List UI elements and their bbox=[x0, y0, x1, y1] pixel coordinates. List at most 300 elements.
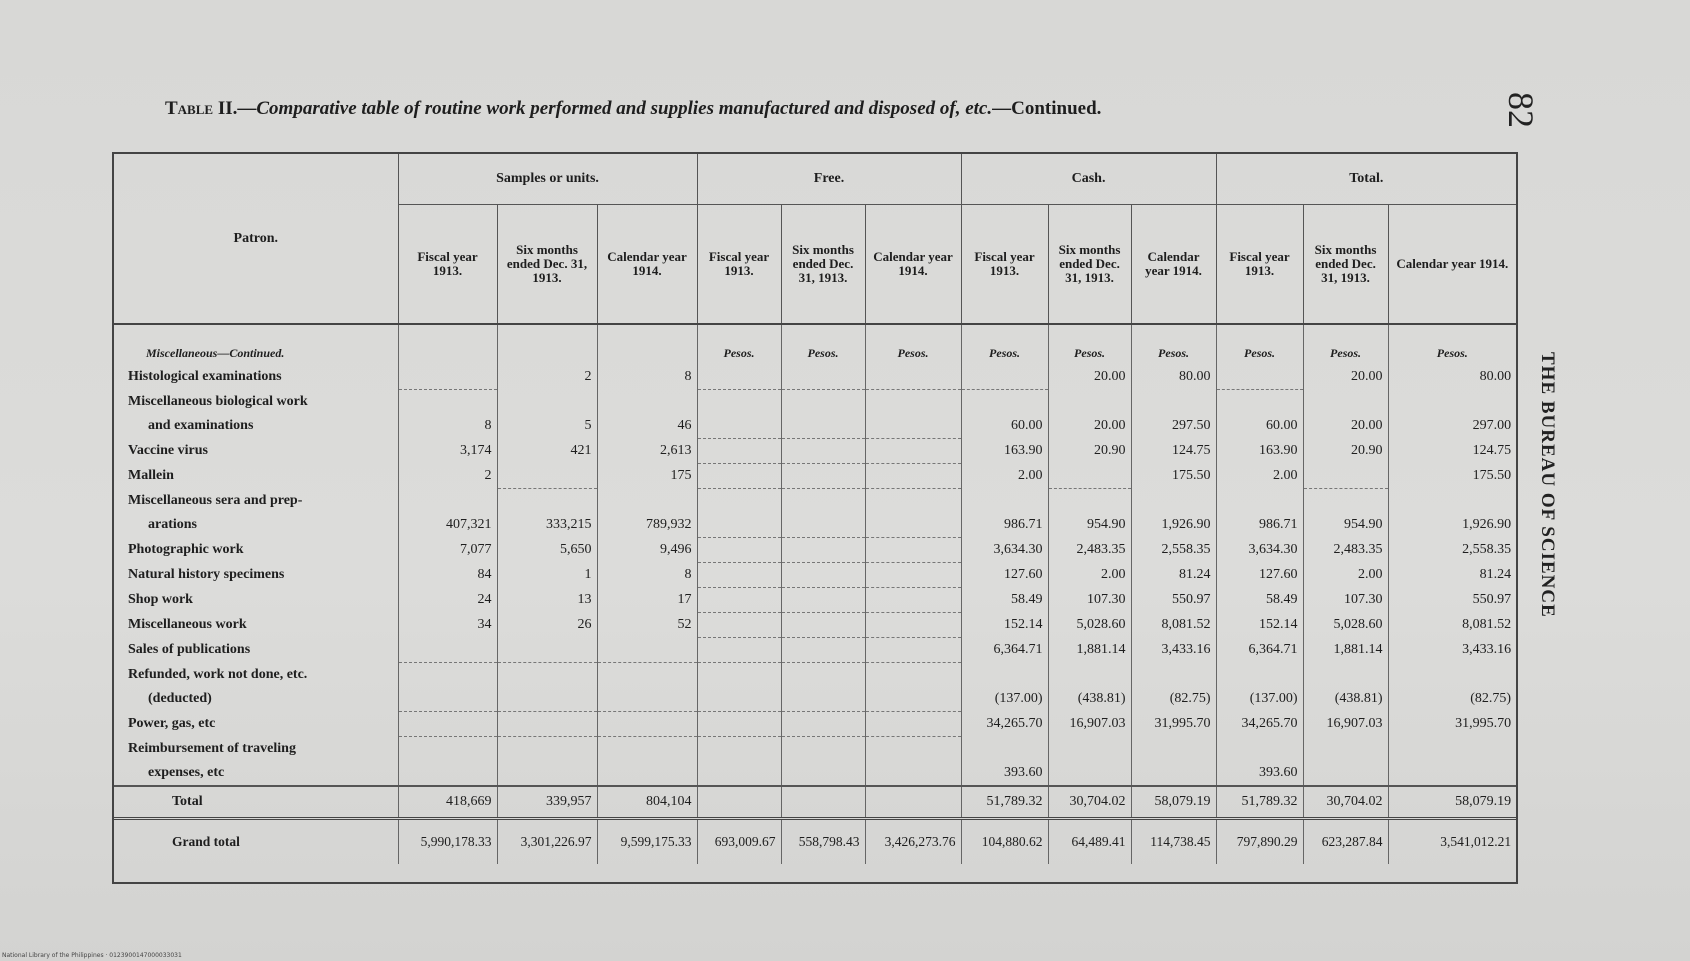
patron-header: Patron. bbox=[114, 154, 398, 324]
row-label: and examinations bbox=[148, 418, 254, 433]
subheader-six-months: Six months ended Dec. 31, 1913. bbox=[781, 205, 865, 325]
cell-total: 986.71 bbox=[1216, 513, 1303, 538]
cell-cash: 986.71 bbox=[961, 513, 1048, 538]
cell-samples: 46 bbox=[597, 414, 697, 439]
cell-samples: 2 bbox=[497, 365, 597, 390]
cell-total: 107.30 bbox=[1303, 588, 1388, 613]
cell-cash: 550.97 bbox=[1131, 588, 1216, 613]
cell-cash: 152.14 bbox=[961, 613, 1048, 638]
cell-samples: 333,215 bbox=[497, 513, 597, 538]
cell-free: 3,426,273.76 bbox=[865, 819, 961, 865]
cell-samples bbox=[597, 638, 697, 663]
caption-dash: — bbox=[237, 98, 257, 119]
cell-samples: 9,496 bbox=[597, 538, 697, 563]
cell-samples: 418,669 bbox=[398, 786, 497, 819]
cell-free bbox=[781, 538, 865, 563]
cell-cash: 114,738.45 bbox=[1131, 819, 1216, 865]
empty-cell bbox=[597, 737, 697, 762]
cell-free bbox=[781, 513, 865, 538]
empty-cell bbox=[1131, 489, 1216, 514]
cell-cash: 60.00 bbox=[961, 414, 1048, 439]
cell-total: 8,081.52 bbox=[1388, 613, 1516, 638]
page-number: 82 bbox=[1501, 92, 1541, 128]
cell-free bbox=[697, 613, 781, 638]
cell-samples: 1 bbox=[497, 563, 597, 588]
cell-cash: 30,704.02 bbox=[1048, 786, 1131, 819]
empty-cell bbox=[1388, 489, 1516, 514]
empty-cell bbox=[398, 390, 497, 415]
cell-total: 2.00 bbox=[1303, 563, 1388, 588]
cell-cash: 6,364.71 bbox=[961, 638, 1048, 663]
cell-free bbox=[781, 687, 865, 712]
cell-free bbox=[781, 786, 865, 819]
cell-total: 623,287.84 bbox=[1303, 819, 1388, 865]
table-row bbox=[114, 588, 1516, 613]
cell-total: 3,541,012.21 bbox=[1388, 819, 1516, 865]
cell-samples bbox=[398, 687, 497, 712]
row-label: Refunded, work not done, etc. bbox=[128, 666, 308, 682]
empty-cell bbox=[1388, 663, 1516, 688]
empty-cell bbox=[697, 737, 781, 762]
cell-free bbox=[697, 588, 781, 613]
subheader-calendar: Calendar year 1914. bbox=[865, 205, 961, 325]
empty-cell bbox=[1216, 663, 1303, 688]
subheader-calendar: Calendar year 1914. bbox=[1131, 205, 1216, 325]
cell-total: 550.97 bbox=[1388, 588, 1516, 613]
group-header-row bbox=[114, 154, 1516, 205]
cell-total: 797,890.29 bbox=[1216, 819, 1303, 865]
subheader-fiscal: Fiscal year 1913. bbox=[697, 205, 781, 325]
cell-free bbox=[781, 365, 865, 390]
cell-cash: 5,028.60 bbox=[1048, 613, 1131, 638]
cell-cash: 107.30 bbox=[1048, 588, 1131, 613]
empty-cell bbox=[1216, 737, 1303, 762]
cell-samples: 26 bbox=[497, 613, 597, 638]
cell-cash: 2.00 bbox=[961, 464, 1048, 489]
cell-samples: 421 bbox=[497, 439, 597, 464]
cell-cash: 81.24 bbox=[1131, 563, 1216, 588]
cell-total: 5,028.60 bbox=[1303, 613, 1388, 638]
cell-samples: 8 bbox=[597, 365, 697, 390]
cell-samples: 5,650 bbox=[497, 538, 597, 563]
empty-cell bbox=[1303, 737, 1388, 762]
unit-label: Pesos. bbox=[1048, 324, 1131, 365]
cell-total: 20.90 bbox=[1303, 439, 1388, 464]
empty-cell bbox=[1048, 663, 1131, 688]
cell-samples: 34 bbox=[398, 613, 497, 638]
empty-cell bbox=[597, 489, 697, 514]
cell-cash: 393.60 bbox=[961, 761, 1048, 786]
table-row bbox=[114, 414, 1516, 439]
row-label: Vaccine virus bbox=[128, 442, 208, 458]
cell-cash: 64,489.41 bbox=[1048, 819, 1131, 865]
cell-samples: 789,932 bbox=[597, 513, 697, 538]
cell-free bbox=[865, 414, 961, 439]
cell-samples: 8 bbox=[597, 563, 697, 588]
section-unit-row bbox=[114, 324, 1516, 365]
row-label: Shop work bbox=[128, 591, 193, 607]
empty-cell bbox=[597, 390, 697, 415]
cell-samples bbox=[597, 761, 697, 786]
table-row bbox=[114, 761, 1516, 786]
cell-cash: 20.00 bbox=[1048, 414, 1131, 439]
cell-total: 81.24 bbox=[1388, 563, 1516, 588]
cell-cash: (438.81) bbox=[1048, 687, 1131, 712]
cell-cash: 2,483.35 bbox=[1048, 538, 1131, 563]
empty-cell bbox=[1131, 663, 1216, 688]
empty-cell bbox=[1303, 663, 1388, 688]
cell-samples: 52 bbox=[597, 613, 697, 638]
cell-samples: 407,321 bbox=[398, 513, 497, 538]
cell-cash: 1,881.14 bbox=[1048, 638, 1131, 663]
cell-total: 34,265.70 bbox=[1216, 712, 1303, 737]
empty-cell bbox=[597, 663, 697, 688]
cell-free bbox=[865, 563, 961, 588]
cell-free bbox=[697, 365, 781, 390]
cell-free bbox=[865, 638, 961, 663]
cell-total bbox=[1303, 761, 1388, 786]
empty-cell bbox=[398, 737, 497, 762]
unit-label: Pesos. bbox=[1388, 324, 1516, 365]
cell-total: 163.90 bbox=[1216, 439, 1303, 464]
cell-samples: 5,990,178.33 bbox=[398, 819, 497, 865]
cell-samples bbox=[497, 712, 597, 737]
empty-cell bbox=[1303, 390, 1388, 415]
cell-total: (137.00) bbox=[1216, 687, 1303, 712]
table-caption bbox=[165, 98, 1101, 120]
cell-samples: 2 bbox=[398, 464, 497, 489]
table-row bbox=[114, 613, 1516, 638]
cell-free bbox=[865, 613, 961, 638]
section-label: Miscellaneous—Continued. bbox=[146, 346, 285, 360]
cell-cash: 8,081.52 bbox=[1131, 613, 1216, 638]
cell-total: 954.90 bbox=[1303, 513, 1388, 538]
empty-cell bbox=[1216, 390, 1303, 415]
empty-cell bbox=[1303, 489, 1388, 514]
cell-total: (82.75) bbox=[1388, 687, 1516, 712]
cell-cash: 124.75 bbox=[1131, 439, 1216, 464]
row-label: arations bbox=[148, 517, 197, 532]
comparative-table-frame bbox=[112, 152, 1518, 884]
cell-cash bbox=[1048, 761, 1131, 786]
cell-free bbox=[697, 414, 781, 439]
table-row bbox=[114, 464, 1516, 489]
comparative-table bbox=[114, 154, 1516, 864]
cell-total: 20.00 bbox=[1303, 414, 1388, 439]
empty-cell bbox=[497, 663, 597, 688]
table-row bbox=[114, 687, 1516, 712]
cell-samples bbox=[497, 687, 597, 712]
cell-total: 80.00 bbox=[1388, 365, 1516, 390]
cell-free bbox=[865, 687, 961, 712]
cell-cash: 80.00 bbox=[1131, 365, 1216, 390]
empty-cell bbox=[865, 489, 961, 514]
cell-free bbox=[781, 638, 865, 663]
cell-total: 6,364.71 bbox=[1216, 638, 1303, 663]
row-label: Natural history specimens bbox=[128, 566, 285, 582]
row-label: Miscellaneous work bbox=[128, 616, 247, 632]
cell-samples bbox=[497, 761, 597, 786]
cell-free bbox=[697, 538, 781, 563]
cell-samples: 84 bbox=[398, 563, 497, 588]
table-row bbox=[114, 365, 1516, 390]
row-label: Miscellaneous sera and prep- bbox=[128, 492, 303, 508]
group-header-total: Total. bbox=[1216, 154, 1516, 205]
subheader-calendar: Calendar year 1914. bbox=[597, 205, 697, 325]
cell-total: 175.50 bbox=[1388, 464, 1516, 489]
cell-cash: 175.50 bbox=[1131, 464, 1216, 489]
cell-samples bbox=[398, 365, 497, 390]
cell-samples: 3,301,226.97 bbox=[497, 819, 597, 865]
cell-cash: 16,907.03 bbox=[1048, 712, 1131, 737]
empty-cell bbox=[1131, 390, 1216, 415]
caption-description: Comparative table of routine work performed and supplies manufactured and disposed of, etc. bbox=[256, 98, 993, 119]
cell-free bbox=[781, 712, 865, 737]
cell-cash: 20.90 bbox=[1048, 439, 1131, 464]
table-row-label-line bbox=[114, 390, 1516, 415]
row-label: expenses, etc bbox=[148, 765, 225, 780]
cell-total: 30,704.02 bbox=[1303, 786, 1388, 819]
cell-free bbox=[697, 638, 781, 663]
cell-cash bbox=[1048, 464, 1131, 489]
empty-cell bbox=[865, 737, 961, 762]
cell-cash bbox=[961, 365, 1048, 390]
table-row bbox=[114, 439, 1516, 464]
empty-cell bbox=[961, 663, 1048, 688]
cell-cash: 954.90 bbox=[1048, 513, 1131, 538]
cell-cash: (82.75) bbox=[1131, 687, 1216, 712]
empty-cell bbox=[961, 390, 1048, 415]
cell-total: 1,926.90 bbox=[1388, 513, 1516, 538]
cell-total: 2,558.35 bbox=[1388, 538, 1516, 563]
cell-total: 60.00 bbox=[1216, 414, 1303, 439]
cell-free: 693,009.67 bbox=[697, 819, 781, 865]
unit-label: Pesos. bbox=[1303, 324, 1388, 365]
empty-cell bbox=[961, 737, 1048, 762]
empty-cell bbox=[398, 489, 497, 514]
empty-cell bbox=[697, 489, 781, 514]
empty-cell bbox=[1216, 489, 1303, 514]
subheader-calendar: Calendar year 1914. bbox=[1388, 205, 1516, 325]
group-header-cash: Cash. bbox=[961, 154, 1216, 205]
subheader-fiscal: Fiscal year 1913. bbox=[398, 205, 497, 325]
subheader-six-months: Six months ended Dec. 31, 1913. bbox=[497, 205, 597, 325]
empty-cell bbox=[597, 324, 697, 365]
cell-free: 558,798.43 bbox=[781, 819, 865, 865]
empty-cell bbox=[1131, 737, 1216, 762]
cell-samples: 7,077 bbox=[398, 538, 497, 563]
unit-label: Pesos. bbox=[865, 324, 961, 365]
group-header-free: Free. bbox=[697, 154, 961, 205]
cell-free bbox=[865, 712, 961, 737]
cell-free bbox=[697, 687, 781, 712]
row-label: Sales of publications bbox=[128, 641, 251, 657]
cell-samples: 8 bbox=[398, 414, 497, 439]
cell-cash: 58.49 bbox=[961, 588, 1048, 613]
cell-total: 16,907.03 bbox=[1303, 712, 1388, 737]
cell-free bbox=[865, 588, 961, 613]
cell-samples: 5 bbox=[497, 414, 597, 439]
unit-label: Pesos. bbox=[697, 324, 781, 365]
subheader-six-months: Six months ended Dec. 31, 1913. bbox=[1303, 205, 1388, 325]
cell-samples: 3,174 bbox=[398, 439, 497, 464]
cell-samples: 9,599,175.33 bbox=[597, 819, 697, 865]
empty-cell bbox=[497, 390, 597, 415]
empty-cell bbox=[781, 663, 865, 688]
empty-cell bbox=[781, 390, 865, 415]
empty-cell bbox=[865, 663, 961, 688]
row-label: Histological examinations bbox=[128, 369, 282, 384]
cell-total: 393.60 bbox=[1216, 761, 1303, 786]
row-label: Total bbox=[114, 786, 398, 819]
cell-free bbox=[781, 439, 865, 464]
cell-samples: 24 bbox=[398, 588, 497, 613]
footer-note: National Library of the Philippines · 0123900147000033031 bbox=[2, 952, 182, 959]
row-label: Reimbursement of traveling bbox=[128, 740, 296, 756]
empty-cell bbox=[1048, 489, 1131, 514]
cell-cash: 58,079.19 bbox=[1131, 786, 1216, 819]
cell-free bbox=[865, 761, 961, 786]
cell-free bbox=[697, 563, 781, 588]
empty-cell bbox=[961, 489, 1048, 514]
unit-label: Pesos. bbox=[1216, 324, 1303, 365]
cell-cash: 104,880.62 bbox=[961, 819, 1048, 865]
subheader-fiscal: Fiscal year 1913. bbox=[1216, 205, 1303, 325]
empty-cell bbox=[497, 489, 597, 514]
cell-free bbox=[865, 439, 961, 464]
cell-free bbox=[697, 513, 781, 538]
cell-free bbox=[697, 761, 781, 786]
row-label: (deducted) bbox=[148, 691, 212, 706]
cell-samples: 17 bbox=[597, 588, 697, 613]
cell-cash: 3,433.16 bbox=[1131, 638, 1216, 663]
cell-samples bbox=[497, 638, 597, 663]
cell-total: 58.49 bbox=[1216, 588, 1303, 613]
subheader-fiscal: Fiscal year 1913. bbox=[961, 205, 1048, 325]
empty-cell bbox=[865, 390, 961, 415]
table-row bbox=[114, 513, 1516, 538]
cell-free bbox=[697, 439, 781, 464]
caption-lead: Table II. bbox=[165, 98, 238, 119]
table-row-label-line bbox=[114, 663, 1516, 688]
cell-samples bbox=[398, 638, 497, 663]
cell-free bbox=[697, 786, 781, 819]
cell-total: 297.00 bbox=[1388, 414, 1516, 439]
cell-free bbox=[865, 786, 961, 819]
cell-total bbox=[1303, 464, 1388, 489]
empty-cell bbox=[398, 663, 497, 688]
running-head: THE BUREAU OF SCIENCE bbox=[1537, 352, 1558, 618]
cell-total: 58,079.19 bbox=[1388, 786, 1516, 819]
cell-total: 1,881.14 bbox=[1303, 638, 1388, 663]
cell-samples bbox=[497, 464, 597, 489]
group-header-samples: Samples or units. bbox=[398, 154, 697, 205]
cell-samples bbox=[398, 761, 497, 786]
cell-free bbox=[865, 538, 961, 563]
empty-cell bbox=[781, 489, 865, 514]
caption-continued: —Continued. bbox=[992, 98, 1102, 119]
cell-free bbox=[865, 464, 961, 489]
empty-cell bbox=[1048, 390, 1131, 415]
cell-total: 20.00 bbox=[1303, 365, 1388, 390]
unit-label: Pesos. bbox=[781, 324, 865, 365]
cell-free bbox=[697, 712, 781, 737]
cell-samples: 804,104 bbox=[597, 786, 697, 819]
row-label: Miscellaneous biological work bbox=[128, 393, 308, 409]
cell-free bbox=[781, 563, 865, 588]
cell-samples: 13 bbox=[497, 588, 597, 613]
cell-free bbox=[865, 365, 961, 390]
cell-total: 2,483.35 bbox=[1303, 538, 1388, 563]
cell-cash: 31,995.70 bbox=[1131, 712, 1216, 737]
empty-cell bbox=[697, 390, 781, 415]
cell-free bbox=[865, 513, 961, 538]
cell-samples: 175 bbox=[597, 464, 697, 489]
cell-total: 51,789.32 bbox=[1216, 786, 1303, 819]
cell-cash: 34,265.70 bbox=[961, 712, 1048, 737]
table-row bbox=[114, 538, 1516, 563]
cell-total: 127.60 bbox=[1216, 563, 1303, 588]
cell-total: 124.75 bbox=[1388, 439, 1516, 464]
row-label: Power, gas, etc bbox=[128, 715, 216, 731]
cell-free bbox=[781, 613, 865, 638]
grand-total-row bbox=[114, 819, 1516, 865]
cell-cash: 297.50 bbox=[1131, 414, 1216, 439]
empty-cell bbox=[781, 737, 865, 762]
cell-samples bbox=[597, 712, 697, 737]
table-body bbox=[114, 324, 1516, 864]
cell-samples: 339,957 bbox=[497, 786, 597, 819]
row-label: Grand total bbox=[172, 834, 240, 849]
cell-cash: 2.00 bbox=[1048, 563, 1131, 588]
cell-cash: 20.00 bbox=[1048, 365, 1131, 390]
cell-cash bbox=[1131, 761, 1216, 786]
empty-cell bbox=[697, 663, 781, 688]
empty-cell bbox=[1048, 737, 1131, 762]
cell-free bbox=[781, 464, 865, 489]
cell-cash: 2,558.35 bbox=[1131, 538, 1216, 563]
cell-samples: 2,613 bbox=[597, 439, 697, 464]
empty-cell bbox=[398, 324, 497, 365]
cell-total: 2.00 bbox=[1216, 464, 1303, 489]
cell-cash: 163.90 bbox=[961, 439, 1048, 464]
cell-cash: 3,634.30 bbox=[961, 538, 1048, 563]
row-label: Photographic work bbox=[128, 541, 244, 557]
cell-cash: 51,789.32 bbox=[961, 786, 1048, 819]
cell-total bbox=[1388, 761, 1516, 786]
cell-total: (438.81) bbox=[1303, 687, 1388, 712]
table-row bbox=[114, 712, 1516, 737]
cell-total: 3,634.30 bbox=[1216, 538, 1303, 563]
cell-free bbox=[781, 761, 865, 786]
unit-label: Pesos. bbox=[961, 324, 1048, 365]
empty-cell bbox=[497, 324, 597, 365]
table-row-label-line bbox=[114, 737, 1516, 762]
empty-cell bbox=[1388, 390, 1516, 415]
cell-cash: 1,926.90 bbox=[1131, 513, 1216, 538]
empty-cell bbox=[1388, 737, 1516, 762]
cell-samples bbox=[597, 687, 697, 712]
cell-free bbox=[697, 464, 781, 489]
cell-samples bbox=[398, 712, 497, 737]
cell-free bbox=[781, 414, 865, 439]
unit-label: Pesos. bbox=[1131, 324, 1216, 365]
cell-free bbox=[781, 588, 865, 613]
table-row-label-line bbox=[114, 489, 1516, 514]
table-row bbox=[114, 563, 1516, 588]
cell-cash: 127.60 bbox=[961, 563, 1048, 588]
row-label: Mallein bbox=[128, 467, 174, 483]
